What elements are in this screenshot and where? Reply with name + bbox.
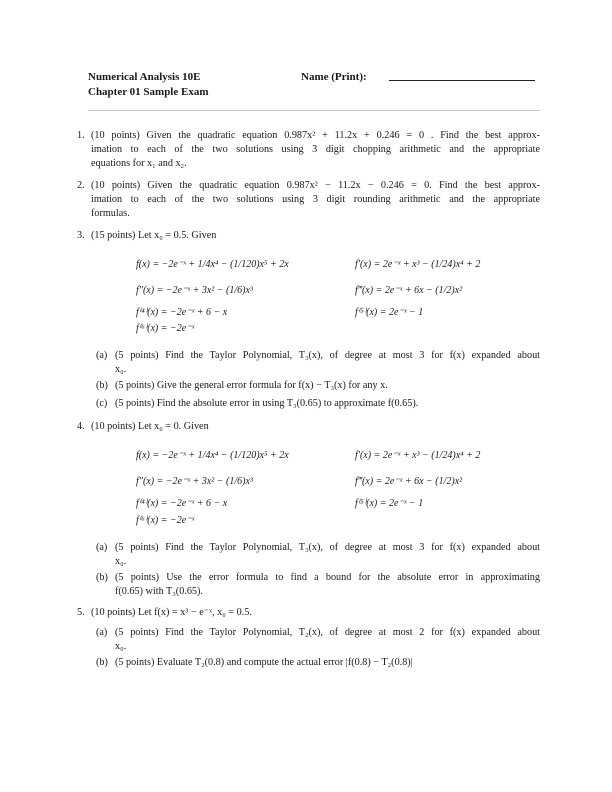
q4a-line-2: x₀. — [115, 556, 127, 567]
q3-number: 3. — [77, 230, 85, 241]
q4-intro: (10 points) Let x₀ = 0. Given — [91, 421, 209, 432]
q4-eq-f1: f′(x) = 2e⁻ˣ + x³ − (1/24)x⁴ + 2 — [355, 450, 481, 461]
course-title: Numerical Analysis 10E — [88, 71, 201, 83]
q3b-line-1: (5 points) Give the general error formula for f(x) − T₃(x) for any x. — [115, 380, 388, 391]
q2-line-1: (10 points) Given the quadratic equation 0.987x² − 11.2x − 0.246 = 0. Find the best approx- — [91, 180, 540, 191]
q1-line-2: imation to each of the two solutions using 3 digit chopping arithmetic and the appropriate — [91, 144, 540, 155]
name-label: Name (Print): — [301, 71, 367, 83]
q4a-line-1: (5 points) Find the Taylor Polynomial, T₃(x), of degree at most 3 for f(x) expanded about — [115, 542, 540, 553]
q1-line-1: (10 points) Given the quadratic equation 0.987x² + 11.2x + 0.246 = 0 . Find the best approx- — [91, 130, 540, 141]
q4b-line-1: (5 points) Use the error formula to find a bound for the absolute error in approximating — [115, 572, 540, 583]
q2-line-2: imation to each of the two solutions using 3 digit rounding arithmetic and the appropriate — [91, 194, 540, 205]
q4-eq-f5: f⁽⁵⁾(x) = 2e⁻ˣ − 1 — [355, 498, 424, 509]
q1-line-3: equations for x₁ and x₂. — [91, 158, 187, 169]
q3-eq-f5: f⁽⁵⁾(x) = 2e⁻ˣ − 1 — [355, 307, 424, 318]
q4-eq-f2: f″(x) = −2e⁻ˣ + 3x² − (1/6)x³ — [136, 476, 253, 487]
q3c-line-1: (5 points) Find the absolute error in using T₃(0.65) to approximate f(0.65). — [115, 398, 419, 409]
q3a-line-1: (5 points) Find the Taylor Polynomial, T₃(x), of degree at most 3 for f(x) expanded about — [115, 350, 540, 361]
q5a-line-1: (5 points) Find the Taylor Polynomial, T₂(x), of degree at most 2 for f(x) expanded about — [115, 627, 540, 638]
q5b-label: (b) — [96, 657, 108, 668]
q4-eq-f4: f⁽⁴⁾(x) = −2e⁻ˣ + 6 − x — [136, 498, 228, 509]
q3c-label: (c) — [96, 398, 108, 409]
q3b-label: (b) — [96, 380, 108, 391]
q4-eq-f3: f‴(x) = 2e⁻ˣ + 6x − (1/2)x² — [355, 476, 463, 487]
q3-eq-f3: f‴(x) = 2e⁻ˣ + 6x − (1/2)x² — [355, 285, 463, 296]
q3a-line-2: x₀. — [115, 364, 127, 375]
q5a-label: (a) — [96, 627, 108, 638]
q4a-label: (a) — [96, 542, 108, 553]
q3-eq-f: f(x) = −2e⁻ˣ + 1/4x⁴ − (1/120)x⁵ + 2x — [136, 259, 289, 270]
q4b-label: (b) — [96, 572, 108, 583]
q3a-label: (a) — [96, 350, 108, 361]
q3-eq-f6: f⁽⁶⁾(x) = −2e⁻ˣ — [136, 323, 195, 334]
q3-eq-f2: f″(x) = −2e⁻ˣ + 3x² − (1/6)x³ — [136, 285, 253, 296]
q4b-line-2: f(0.65) with T₃(0.65). — [115, 586, 203, 597]
q5-number: 5. — [77, 607, 85, 618]
q4-eq-f: f(x) = −2e⁻ˣ + 1/4x⁴ − (1/120)x⁵ + 2x — [136, 450, 289, 461]
q5a-line-2: x₀. — [115, 641, 127, 652]
q4-number: 4. — [77, 421, 85, 432]
q4-eq-f6: f⁽⁶⁾(x) = −2e⁻ˣ — [136, 515, 195, 526]
header-divider — [88, 110, 540, 111]
q2-number: 2. — [77, 180, 85, 191]
q2-line-3: formulas. — [91, 208, 130, 219]
q5-intro: (10 points) Let f(x) = x³ − e⁻ˣ, x₀ = 0.5. — [91, 607, 252, 618]
q3-eq-f1: f′(x) = 2e⁻ˣ + x³ − (1/24)x⁴ + 2 — [355, 259, 481, 270]
q1-number: 1. — [77, 130, 85, 141]
q3-intro: (15 points) Let x₀ = 0.5. Given — [91, 230, 217, 241]
exam-title: Chapter 01 Sample Exam — [88, 86, 209, 98]
name-signature-line[interactable] — [389, 80, 535, 81]
q5b-line-1: (5 points) Evaluate T₂(0.8) and compute the actual error |f(0.8) − T₂(0.8)| — [115, 657, 413, 668]
q3-eq-f4: f⁽⁴⁾(x) = −2e⁻ˣ + 6 − x — [136, 307, 228, 318]
